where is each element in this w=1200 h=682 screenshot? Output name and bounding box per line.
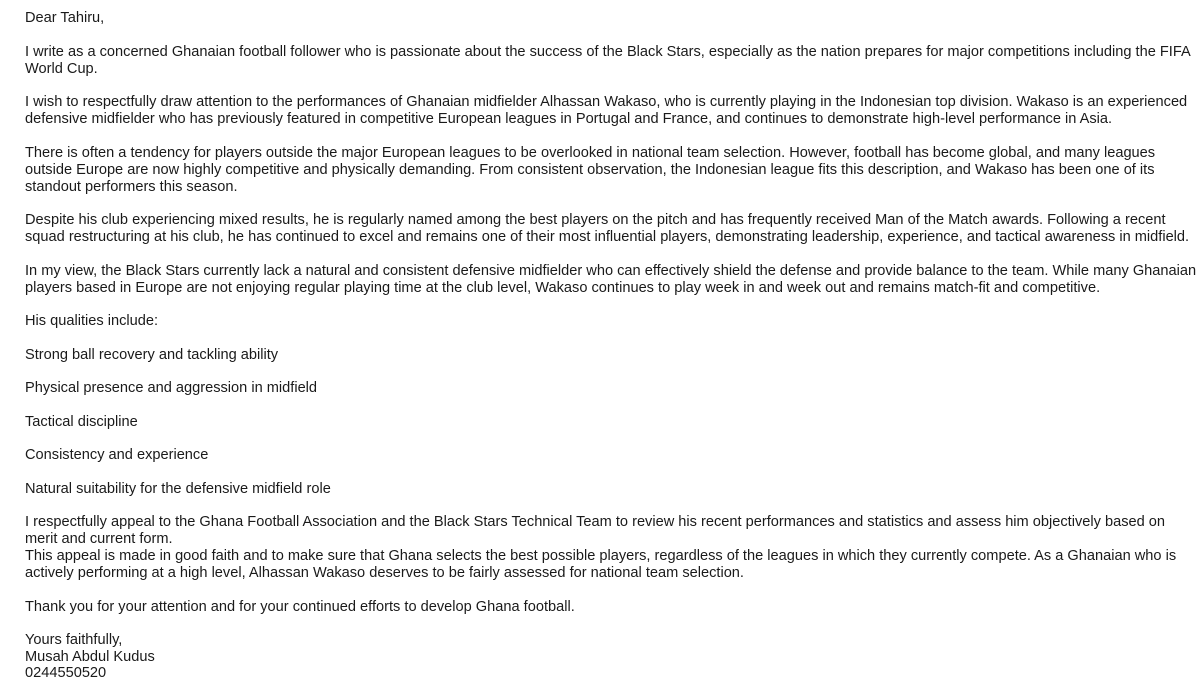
paragraph-team-need: In my view, the Black Stars currently lack a natural and consistent defensive midfielder who can effectively shield the defense and provide balance to the team. While many Ghanaian players based in Europe are not enjoying regular playing time at the club level, Wakaso continues to play week in and week out and remains match-fit and competitive. <box>25 262 1197 296</box>
qualities-intro: His qualities include: <box>25 313 159 329</box>
signature-block <box>25 632 1197 681</box>
signatory-name: Musah Abdul Kudus <box>25 649 155 665</box>
paragraph-intro: I write as a concerned Ghanaian football follower who is passionate about the success of the Black Stars, especially as the nation prepares for major competitions including the FIFA World Cup. <box>25 43 1190 77</box>
paragraph-good-faith: This appeal is made in good faith and to make sure that Ghana selects the best possible players, regardless of the leagues in which they currently compete. As a Ghanaian who is actively performing at a high level, Alhassan Wakaso deserves to be fairly assessed for national team selection. <box>25 548 1177 581</box>
paragraph-appeal: I respectfully appeal to the Ghana Football Association and the Black Stars Technical Team to review his recent performances and statistics and assess him objectively based on merit and current form. <box>25 514 1166 547</box>
paragraph-league-context: There is often a tendency for players outside the major European leagues to be overlooked in national team selection. However, football has become global, and many leagues outside Europe are now highly competitive and physically demanding. From consistent observation, the Indonesian league fits this description, and Wakaso has been one of its standout performers this season. <box>25 144 1156 195</box>
salutation: Dear Tahiru, <box>25 10 105 26</box>
paragraph-thanks: Thank you for your attention and for your continued efforts to develop Ghana football. <box>25 598 575 615</box>
quality-item: Strong ball recovery and tackling ability <box>25 346 279 363</box>
quality-item: Physical presence and aggression in midfield <box>25 380 318 396</box>
paragraph-player-introduction: I wish to respectfully draw attention to the performances of Ghanaian midfielder Alhassan Wakaso, who is currently playing in the Indonesian top division. Wakaso is an experienced defensive midfielder who has previously featured in competitive European leagues in Portugal and France, and continues to demonstrate high-level performance in Asia. <box>25 94 1188 127</box>
paragraph-club-performance: Despite his club experiencing mixed results, he is regularly named among the best players on the pitch and has frequently received Man of the Match awards. Following a recent squad restructuring at his club, he has continued to excel and remains one of their most influential players, demonstrating leadership, experience, and tactical awareness in midfield. <box>25 212 1190 245</box>
letter-body <box>25 10 1197 681</box>
phone-number: 0244550520 <box>25 665 107 681</box>
quality-item: Tactical discipline <box>25 413 138 430</box>
quality-item: Natural suitability for the defensive midfield role <box>25 480 331 497</box>
quality-item: Consistency and experience <box>25 447 209 463</box>
closing: Yours faithfully, <box>25 632 123 648</box>
phone-number-cut <box>25 665 1197 681</box>
